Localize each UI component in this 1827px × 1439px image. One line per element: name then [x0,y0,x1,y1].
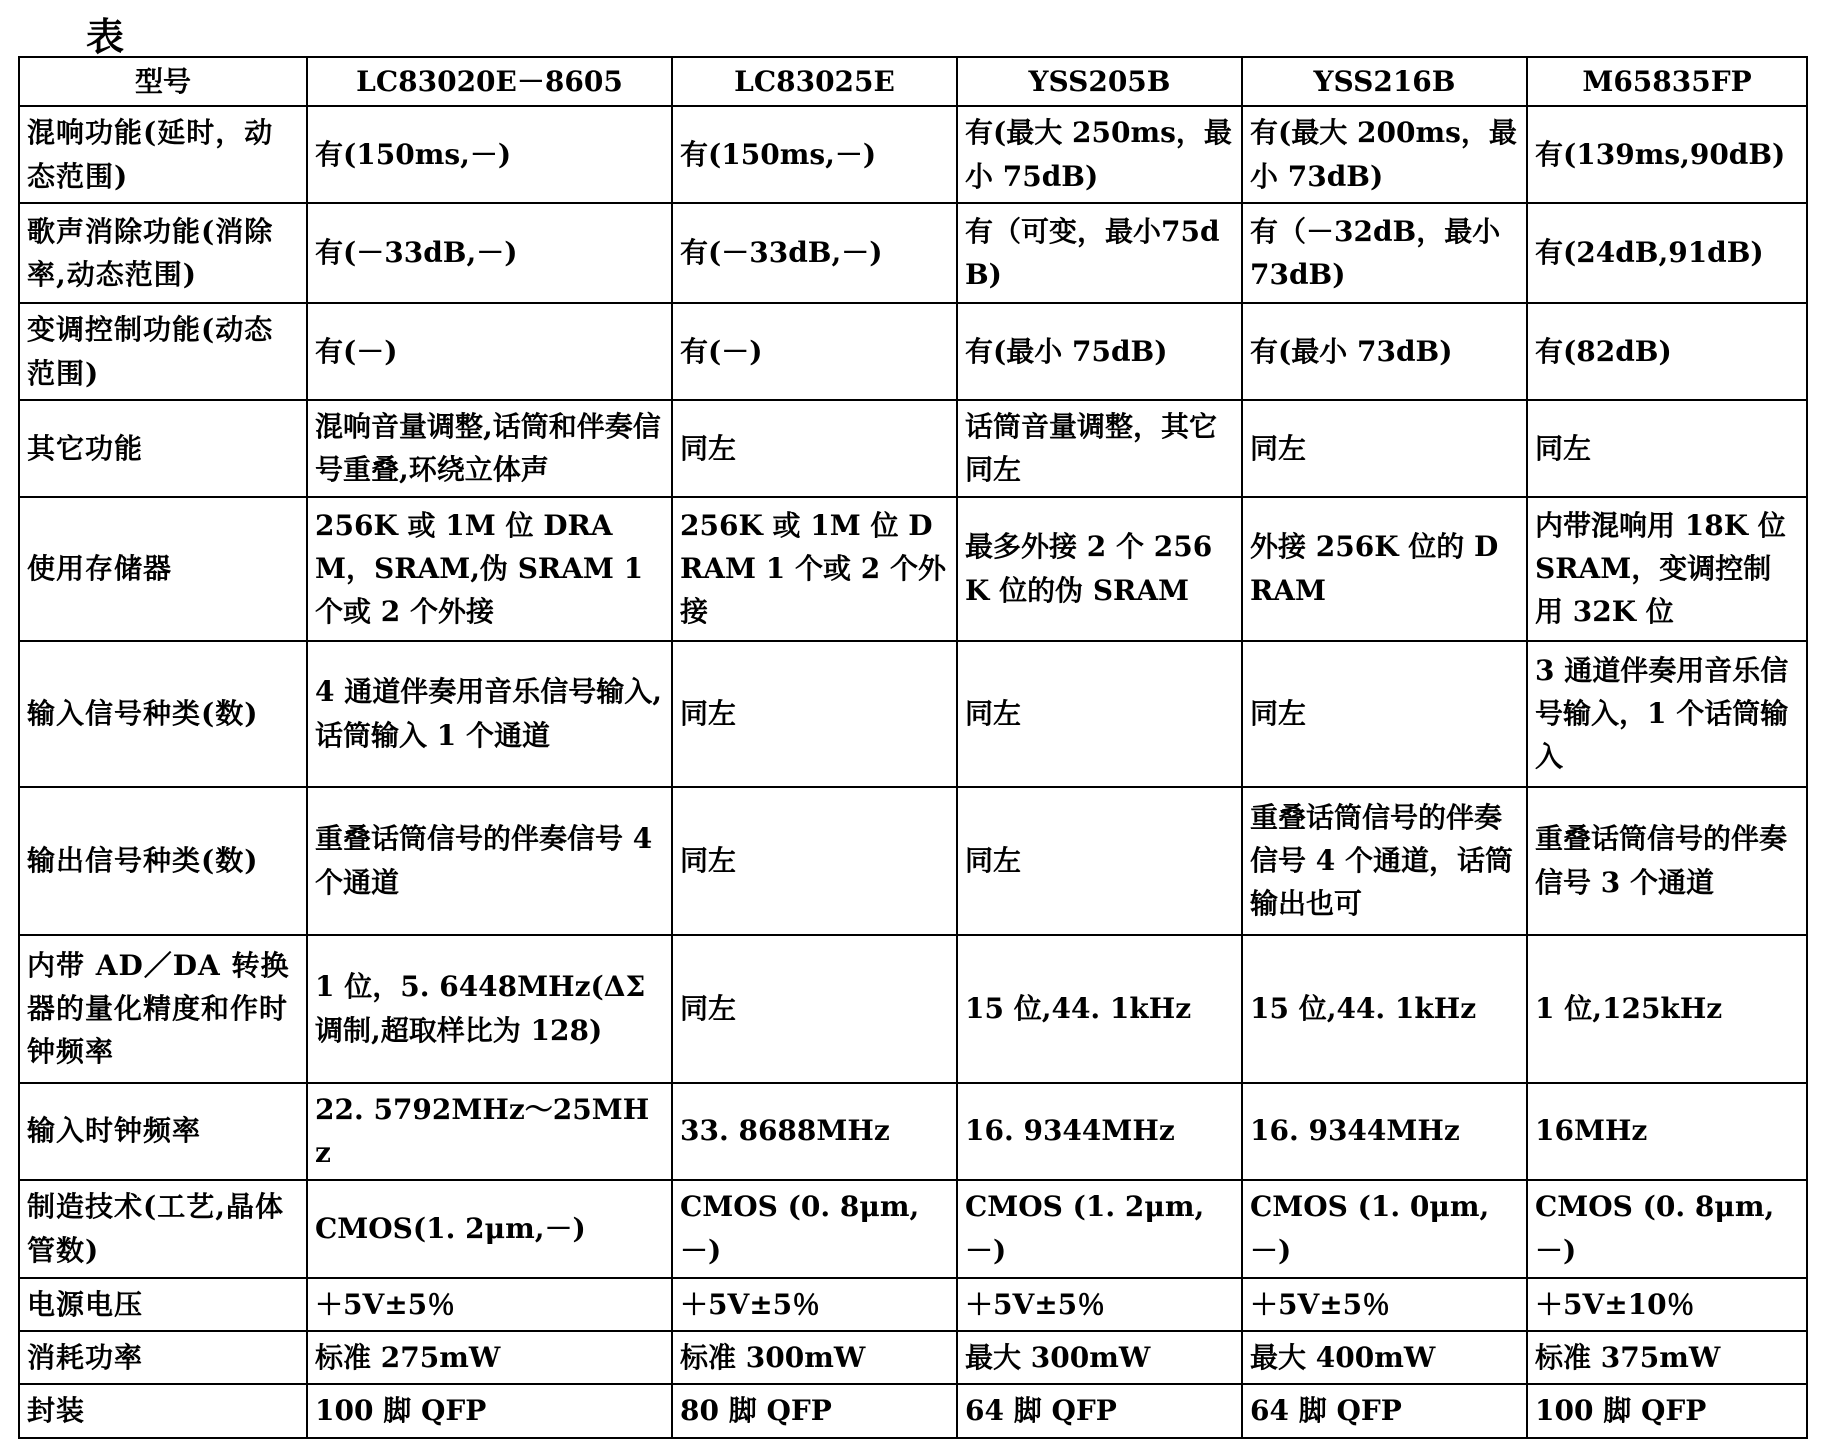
table-cell: 100 脚 QFP [307,1384,672,1437]
table-cell: 有(最小 73dB) [1242,303,1527,400]
table-cell: 16MHz [1527,1083,1807,1180]
row-label: 内带 AD／DA 转换器的量化精度和作时钟频率 [19,935,307,1083]
table-cell: 有(150ms,－) [307,106,672,203]
table-cell: 同左 [672,935,957,1083]
column-header-m65835fp: M65835FP [1527,57,1807,106]
table-cell: CMOS (1. 0μm,－) [1242,1180,1527,1278]
table-cell: 有（可变，最小75dB) [957,203,1242,303]
table-cell: 有（－32dB，最小73dB) [1242,203,1527,303]
row-label: 使用存储器 [19,497,307,641]
table-cell: 混响音量调整,话筒和伴奏信号重叠,环绕立体声 [307,400,672,497]
table-cell: ＋5V±10％ [1527,1278,1807,1331]
table-cell: 有(最大 250ms，最小 75dB) [957,106,1242,203]
table-heading: 表 [86,15,127,59]
column-header-model: 型号 [19,57,307,106]
table-cell: 最大 300mW [957,1331,1242,1384]
table-row [19,787,1807,935]
table-cell: 标准 375mW [1527,1331,1807,1384]
table-cell: ＋5V±5％ [672,1278,957,1331]
table-cell: 重叠话筒信号的伴奏信号 4 个通道，话筒输出也可 [1242,787,1527,935]
table-row [19,1384,1807,1437]
table-cell: 有(24dB,91dB) [1527,203,1807,303]
table-cell: 同左 [957,787,1242,935]
row-label: 输入信号种类(数) [19,641,307,787]
table-cell: ＋5V±5％ [957,1278,1242,1331]
table-cell: 16. 9344MHz [957,1083,1242,1180]
column-header-lc83025e: LC83025E [672,57,957,106]
table-row [19,641,1807,787]
table-cell: 同左 [672,641,957,787]
table-row [19,1331,1807,1384]
table-cell: 内带混响用 18K 位 SRAM，变调控制用 32K 位 [1527,497,1807,641]
table-row [19,400,1807,497]
table-cell: 有(－) [307,303,672,400]
table-cell: 有(－33dB,－) [307,203,672,303]
table-cell: 标准 275mW [307,1331,672,1384]
table-row [19,203,1807,303]
table-cell: 256K 或 1M 位 DRAM，SRAM,伪 SRAM 1 个或 2 个外接 [307,497,672,641]
table-cell: CMOS (0. 8μm,－) [672,1180,957,1278]
row-label: 电源电压 [19,1278,307,1331]
table-cell: ＋5V±5％ [307,1278,672,1331]
table-cell: 80 脚 QFP [672,1384,957,1437]
table-row [19,1180,1807,1278]
table-cell: 16. 9344MHz [1242,1083,1527,1180]
table-row [19,106,1807,203]
table-cell: 1 位,125kHz [1527,935,1807,1083]
table-cell: 22. 5792MHz～25MHz [307,1083,672,1180]
row-label: 歌声消除功能(消除率,动态范围) [19,203,307,303]
table-cell: 外接 256K 位的 DRAM [1242,497,1527,641]
table-cell: 同左 [672,400,957,497]
table-cell: 标准 300mW [672,1331,957,1384]
table-cell: CMOS(1. 2μm,－) [307,1180,672,1278]
table-cell: 3 通道伴奏用音乐信号输入，1 个话筒输入 [1527,641,1807,787]
row-label: 制造技术(工艺,晶体管数) [19,1180,307,1278]
table-cell: 1 位，5. 6448MHz(ΔΣ 调制,超取样比为 128) [307,935,672,1083]
table-cell: 15 位,44. 1kHz [1242,935,1527,1083]
table-cell: 有(150ms,－) [672,106,957,203]
row-label: 混响功能(延时，动态范围) [19,106,307,203]
table-cell: 最多外接 2 个 256K 位的伪 SRAM [957,497,1242,641]
row-label: 输入时钟频率 [19,1083,307,1180]
table-cell: 有(82dB) [1527,303,1807,400]
row-label: 消耗功率 [19,1331,307,1384]
table-cell: 100 脚 QFP [1527,1384,1807,1437]
table-cell: 256K 或 1M 位 DRAM 1 个或 2 个外接 [672,497,957,641]
table-row [19,1083,1807,1180]
table-row [19,303,1807,400]
table-cell: 有(最小 75dB) [957,303,1242,400]
table-cell: 有(－33dB,－) [672,203,957,303]
spec-table [18,56,1808,1439]
table-cell: 同左 [957,641,1242,787]
table-row [19,497,1807,641]
table-cell: 同左 [672,787,957,935]
table-cell: 重叠话筒信号的伴奏信号 4 个通道 [307,787,672,935]
table-cell: 话筒音量调整，其它同左 [957,400,1242,497]
table-header-row [19,57,1807,106]
table-cell: CMOS (1. 2μm,－) [957,1180,1242,1278]
row-label: 其它功能 [19,400,307,497]
column-header-yss216b: YSS216B [1242,57,1527,106]
table-row [19,1278,1807,1331]
table-cell: 33. 8688MHz [672,1083,957,1180]
table-cell: 15 位,44. 1kHz [957,935,1242,1083]
table-cell: 4 通道伴奏用音乐信号输入,话筒输入 1 个通道 [307,641,672,787]
table-cell: 同左 [1242,641,1527,787]
table-cell: CMOS (0. 8μm,－) [1527,1180,1807,1278]
table-row [19,935,1807,1083]
table-cell: 64 脚 QFP [957,1384,1242,1437]
table-cell: 同左 [1527,400,1807,497]
table-cell: 同左 [1242,400,1527,497]
table-cell: 最大 400mW [1242,1331,1527,1384]
row-label: 输出信号种类(数) [19,787,307,935]
table-cell: 有(139ms,90dB) [1527,106,1807,203]
column-header-lc83020e: LC83020E－8605 [307,57,672,106]
row-label: 变调控制功能(动态范围) [19,303,307,400]
table-cell: 有(最大 200ms，最小 73dB) [1242,106,1527,203]
table-cell: 重叠话筒信号的伴奏信号 3 个通道 [1527,787,1807,935]
column-header-yss205b: YSS205B [957,57,1242,106]
row-label: 封装 [19,1384,307,1437]
table-cell: ＋5V±5％ [1242,1278,1527,1331]
table-cell: 64 脚 QFP [1242,1384,1527,1437]
table-cell: 有(－) [672,303,957,400]
